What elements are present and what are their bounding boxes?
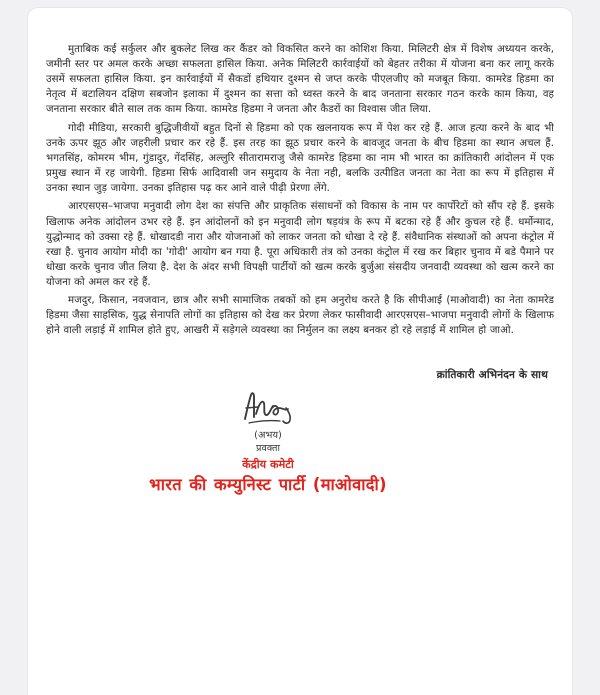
- scanned-document-page: [28, 8, 572, 695]
- body-paragraph: मुताबिक कई सर्कुलर और बुकलेट लिख कर कैंडर को विकसित करने का कोशिश किया. मिलिटरी क्षेत्र में विशेष अध्ययन करके, जमीनी स्तर पर अमल करके अच्छा सफलता हासिल किया. अनेक मिलिटरी कार्रवाईयों को बेहतर तरीका में योजना बना कर लागू करके उसमें सफलता हासिल किया. इन कार्रवाईयों में सैकडों हथियार दुश्मन से जप्त करके पीएलजीए को मजबूत किया. कामरेड हिडमा का नेतृत्व में बटालियन दक्षिण सबजोन इलाका में दुश्मन का सत्ता को ध्वस्त करने के बाद जनताना सरकार गठन करके काम किया, वह जनताना सरकार बीते साल तक काम किया. कामरेड हिडमा ने जनता और कैडरों का विश्वास जीत लिया.: [46, 44, 554, 116]
- organization-name: भारत की कम्युनिस्ट पार्टी (माओवादी): [149, 475, 387, 495]
- body-paragraph: गोदी मीडिया, सरकारी बुद्धिजीवीयों बहुत दिनों से हिडमा को एक खलनायक रूप में पेश कर रहे हैं. आज हत्या करने के बाद भी उनके ऊपर झूठ और जहरीली प्रचार कर रहे हैं. इस तरह का झूठ प्रचार करने के बावजूद जनता के बीच हिडमा का स्थान अचल हैं. भगतसिंह, कोमरम भीम, गुंडादुर, गेंदसिंह, अल्लुरि सीतारामराजु जैसे कामरेड हिडमा का नाम भी भारत का क्रांतिकारी आंदोलन में एक प्रमुख स्थान में रह जायेगी. हिडमा सिर्फ आदिवासी जन समुदाय के नेता नही, बलकि उत्पीडित जनता का नेता का रूप में इतिहास में उनका स्थान जुड़ जायेगा. उनका इतिहास पढ़ कर आने वाले पीढ़ी प्रेरणा लेंगे.: [46, 122, 554, 194]
- committee-name: केंद्रीय कमेटी: [242, 458, 294, 472]
- signer-role: प्रवक्ता: [256, 443, 280, 455]
- signer-name: (अभय): [254, 430, 282, 442]
- body-paragraph: मजदुर, किसान, नवजवान, छात्र और सभी सामाजिक तबकों को हम अनुरोध करते है कि सीपीआई (माओवादी) का नेता कामरेड हिडमा जैसा साहसिक, युद्ध सेनापति लोगों का इतिहास को देख कर प्रेरणा लेकर फासीवादी आरएसएस–भाजपा मनुवादी लोगों के खिलाफ होने वाली लड़ाई में शामिल होते हुए, आखरी में सड़ेगले व्यवस्था का निर्मुलन का लक्ष्य बनकर हो रहे लड़ाई में शामिल हो जाओ.: [46, 295, 554, 337]
- body-paragraph: आरएसएस–भाजपा मनुवादी लोग देश का संपत्ति और प्राकृतिक संसाधनों को विकास के नाम पर कार्पोरेटों को सौंप रहे हैं. इसके खिलाफ अनेक आंदोलन उभर रहे हैं. इन आंदोलनों को इन मनुवादी लोग षड़यंत्र के रूप में बटका रहे हैं और कुचल रहे हैं. धर्मोन्माद, युद्धोन्माद को उक्सा रहे हैं. धोखादडी नारा और योजनाओं को लाकर जनता को धोखा दे रहे हैं. संवैधानिक संस्थाओं को अपना कंट्रोल में रखा है. चुनाव आयोग मोदी का 'गोदी' आयोग बन गया है. पूरा अधिकारी तंत्र को उनका कंट्रोल में रख कर बिहार चुनाव में बडे पैमाने पर धोखा करके चुनाव जीत लिया है. देश के अंदर सभी विपक्षी पार्टीयों को खत्म करके बुर्जुआ संसदीय जनवादी व्यवस्था को खत्म करने का योजना को अमल कर रहे हैं.: [46, 201, 554, 288]
- closing-salutation: क्रांतिकारी अभिनंदन के साथ: [436, 369, 548, 382]
- signature-block: [46, 388, 554, 495]
- document-body: [46, 42, 554, 495]
- handwritten-signature-icon: [46, 388, 490, 428]
